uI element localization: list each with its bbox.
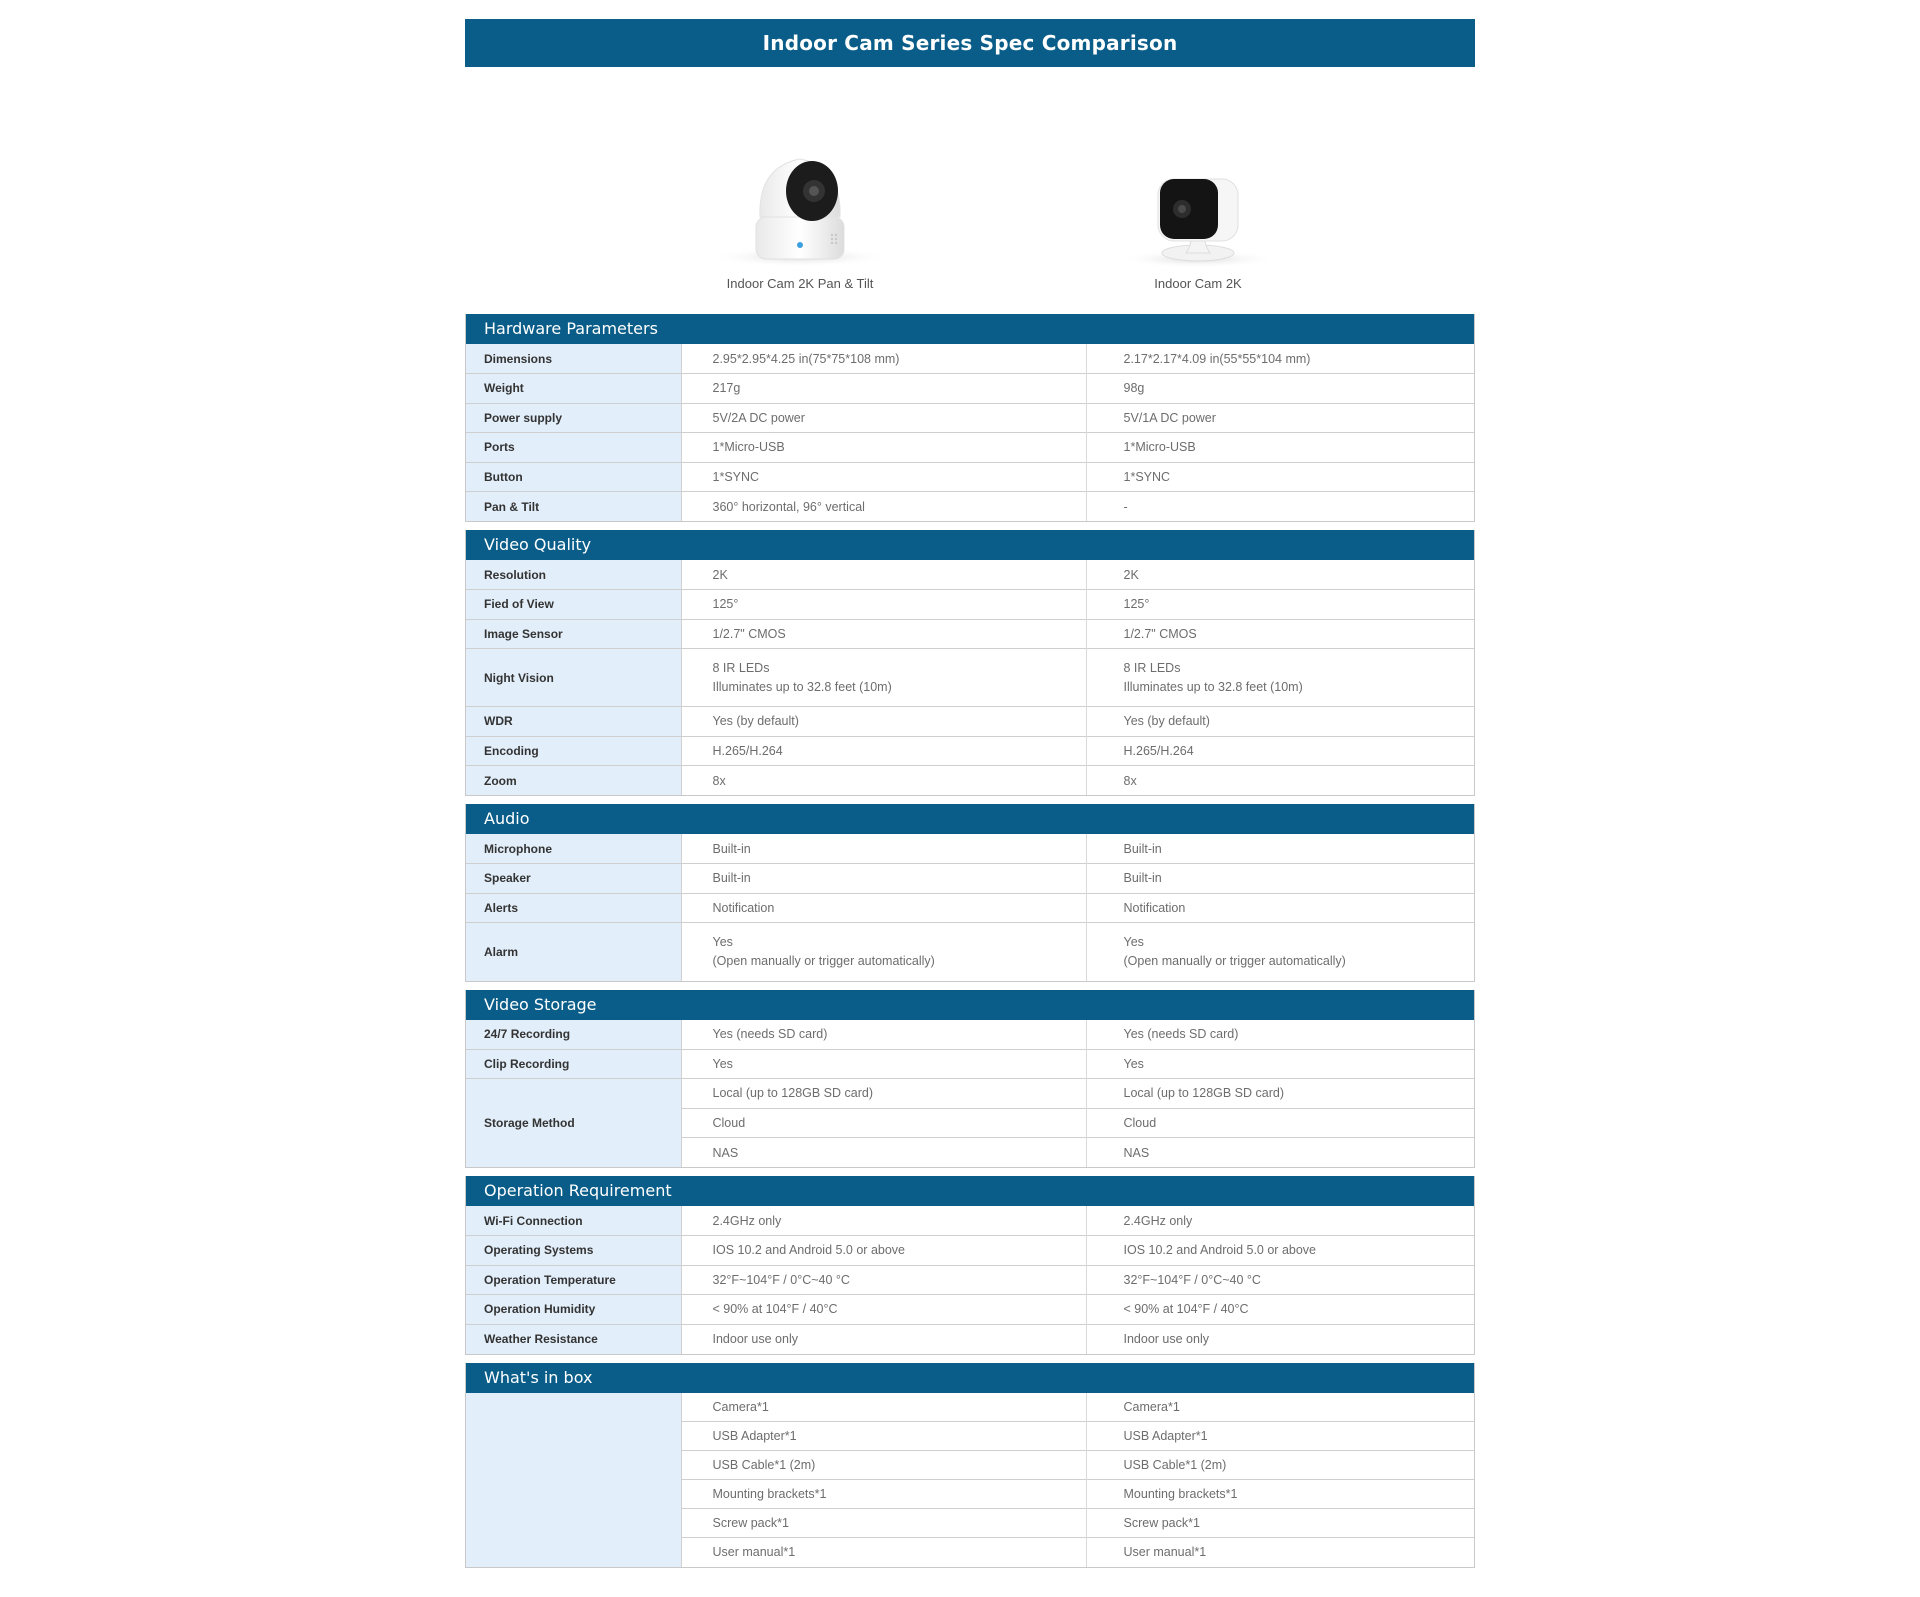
table-row <box>466 649 1474 707</box>
value-indoor: Camera*1 <box>1123 1399 1180 1414</box>
table-row <box>466 560 1474 590</box>
value-pan-tilt: NAS <box>681 1138 1086 1168</box>
value-indoor: USB Adapter*1 <box>1086 1422 1474 1451</box>
value-indoor: Yes <box>1086 1049 1474 1079</box>
value-indoor: 32°F~104°F / 0°C~40 °C <box>1086 1265 1474 1295</box>
value-line: Illuminates up to 32.8 feet (10m) <box>712 680 892 694</box>
row-label: Button <box>466 462 681 492</box>
value-pan-tilt: 32°F~104°F / 0°C~40 °C <box>681 1265 1086 1295</box>
value-indoor <box>1086 649 1474 707</box>
table-row <box>466 492 1474 522</box>
value-indoor: 8x <box>1086 766 1474 796</box>
value-pan-tilt: Screw pack*1 <box>681 1509 1086 1538</box>
table-row <box>466 1393 1474 1422</box>
value-pan-tilt: 8x <box>681 766 1086 796</box>
row-label: Alarm <box>466 923 681 981</box>
value-pan-tilt: H.265/H.264 <box>681 736 1086 766</box>
row-label: Operating Systems <box>466 1236 681 1266</box>
table-row <box>466 864 1474 894</box>
value-pan-tilt: 125° <box>681 590 1086 620</box>
value-indoor: 98g <box>1086 374 1474 404</box>
value-indoor: Yes (by default) <box>1086 707 1474 737</box>
value-pan-tilt: 1*Micro-USB <box>681 433 1086 463</box>
value-indoor: Cloud <box>1086 1108 1474 1138</box>
row-label: Fied of View <box>466 590 681 620</box>
table-row <box>466 1236 1474 1266</box>
product-indoor-cam <box>1018 67 1378 291</box>
table-row <box>466 1079 1474 1109</box>
table-row <box>466 344 1474 374</box>
value-indoor: < 90% at 104°F / 40°C <box>1086 1295 1474 1325</box>
spec-comparison <box>465 19 1475 1576</box>
row-label: Operation Humidity <box>466 1295 681 1325</box>
value-pan-tilt: 360° horizontal, 96° vertical <box>681 492 1086 522</box>
row-label: Zoom <box>466 766 681 796</box>
value-pan-tilt: Notification <box>681 893 1086 923</box>
value-pan-tilt: Built-in <box>681 834 1086 864</box>
value-pan-tilt: Camera*1 <box>681 1393 1086 1422</box>
row-label: Image Sensor <box>466 619 681 649</box>
value-pan-tilt: Local (up to 128GB SD card) <box>681 1079 1086 1109</box>
value-indoor: Built-in <box>1123 841 1162 856</box>
value-line: (Open manually or trigger automatically) <box>1123 954 1346 969</box>
row-label: Resolution <box>466 560 681 590</box>
value-pan-tilt: Built-in <box>681 864 1086 894</box>
row-label: Weight <box>466 374 681 404</box>
row-label: Weather Resistance <box>466 1324 681 1354</box>
value-indoor: H.265/H.264 <box>1086 736 1474 766</box>
table-row <box>466 433 1474 463</box>
section-title: Hardware Parameters <box>466 314 1474 344</box>
product-name: Indoor Cam 2K Pan & Tilt <box>726 276 874 291</box>
section-title: What's in box <box>466 1363 1474 1393</box>
value-indoor: User manual*1 <box>1086 1538 1474 1567</box>
value-line: Yes <box>1123 935 1144 950</box>
table-row <box>466 1265 1474 1295</box>
product-pan-tilt <box>620 67 980 291</box>
value-indoor: USB Cable*1 (2m) <box>1086 1451 1474 1480</box>
table-row <box>466 619 1474 649</box>
row-label: Operation Temperature <box>466 1265 681 1295</box>
product-header <box>465 67 1475 314</box>
value-indoor <box>1086 923 1474 981</box>
value-pan-tilt: IOS 10.2 and Android 5.0 or above <box>681 1236 1086 1266</box>
row-label: Pan & Tilt <box>466 492 681 522</box>
row-label: Ports <box>466 433 681 463</box>
value-line: 8 IR LEDs <box>1123 661 1181 675</box>
value-line: Yes <box>712 935 733 950</box>
row-label: Night Vision <box>466 649 681 707</box>
value-pan-tilt <box>681 923 1086 981</box>
camera-pan-tilt-image <box>620 67 980 272</box>
section-hardware <box>465 314 1475 522</box>
value-pan-tilt: 1*SYNC <box>681 462 1086 492</box>
value-indoor: 2.4GHz only <box>1123 1213 1193 1228</box>
value-indoor: Screw pack*1 <box>1086 1509 1474 1538</box>
value-indoor: Notification <box>1086 893 1474 923</box>
camera-indoor-image <box>1018 67 1378 272</box>
table-row <box>466 590 1474 620</box>
table-row <box>466 1049 1474 1079</box>
section-whats-in-box <box>465 1363 1475 1568</box>
value-pan-tilt: Cloud <box>681 1108 1086 1138</box>
table-row <box>466 1206 1474 1236</box>
section-video-quality <box>465 530 1475 796</box>
value-pan-tilt: 2.95*2.95*4.25 in(75*75*108 mm) <box>681 344 1086 374</box>
row-label: Storage Method <box>466 1079 681 1168</box>
row-label: Dimensions <box>466 344 681 374</box>
row-label: Power supply <box>466 403 681 433</box>
section-title: Operation Requirement <box>466 1176 1474 1206</box>
value-indoor: 125° <box>1086 590 1474 620</box>
value-pan-tilt: Indoor use only <box>681 1324 1086 1354</box>
page-title: Indoor Cam Series Spec Comparison <box>465 19 1475 67</box>
section-video-storage <box>465 990 1475 1169</box>
table-row <box>466 403 1474 433</box>
section-title: Video Quality <box>466 530 1474 560</box>
table-row <box>466 1020 1474 1050</box>
value-pan-tilt: 217g <box>681 374 1086 404</box>
section-operation <box>465 1176 1475 1355</box>
value-indoor: NAS <box>1086 1138 1474 1168</box>
row-label: Microphone <box>466 834 681 864</box>
table-row <box>466 923 1474 981</box>
section-audio <box>465 804 1475 982</box>
value-pan-tilt: User manual*1 <box>681 1538 1086 1567</box>
table-row <box>466 707 1474 737</box>
value-pan-tilt: 1/2.7" CMOS <box>681 619 1086 649</box>
row-label: Speaker <box>466 864 681 894</box>
table-row <box>466 893 1474 923</box>
value-pan-tilt: Yes <box>681 1049 1086 1079</box>
row-label: Encoding <box>466 736 681 766</box>
value-pan-tilt: 2K <box>681 560 1086 590</box>
table-row <box>466 736 1474 766</box>
value-pan-tilt: Mounting brackets*1 <box>681 1480 1086 1509</box>
row-label: 24/7 Recording <box>466 1020 681 1050</box>
table-row <box>466 1295 1474 1325</box>
value-pan-tilt: < 90% at 104°F / 40°C <box>681 1295 1086 1325</box>
value-indoor: 1*SYNC <box>1086 462 1474 492</box>
table-row <box>466 374 1474 404</box>
product-name: Indoor Cam 2K <box>1154 276 1242 291</box>
value-indoor: 2K <box>1123 567 1139 582</box>
value-line: Illuminates up to 32.8 feet (10m) <box>1123 680 1303 694</box>
value-indoor: - <box>1086 492 1474 522</box>
value-indoor: Mounting brackets*1 <box>1086 1480 1474 1509</box>
value-indoor: Yes (needs SD card) <box>1123 1027 1239 1041</box>
value-pan-tilt: USB Adapter*1 <box>681 1422 1086 1451</box>
value-pan-tilt: 5V/2A DC power <box>681 403 1086 433</box>
row-label: WDR <box>466 707 681 737</box>
value-indoor: Indoor use only <box>1086 1324 1474 1354</box>
value-line: 8 IR LEDs <box>712 661 770 675</box>
value-indoor: Built-in <box>1086 864 1474 894</box>
table-row <box>466 834 1474 864</box>
value-indoor: Local (up to 128GB SD card) <box>1086 1079 1474 1109</box>
value-indoor: 2.17*2.17*4.09 in(55*55*104 mm) <box>1123 351 1311 366</box>
value-indoor: 1*Micro-USB <box>1086 433 1474 463</box>
value-pan-tilt: Yes (needs SD card) <box>681 1020 1086 1050</box>
value-indoor: 5V/1A DC power <box>1086 403 1474 433</box>
table-row <box>466 766 1474 796</box>
value-pan-tilt <box>681 649 1086 707</box>
section-title: Video Storage <box>466 990 1474 1020</box>
value-pan-tilt: Yes (by default) <box>681 707 1086 737</box>
value-indoor: 1/2.7" CMOS <box>1086 619 1474 649</box>
row-label: Alerts <box>466 893 681 923</box>
value-line: (Open manually or trigger automatically) <box>712 954 935 969</box>
value-pan-tilt: USB Cable*1 (2m) <box>681 1451 1086 1480</box>
row-label <box>466 1393 681 1567</box>
row-label: Wi-Fi Connection <box>466 1206 681 1236</box>
table-row <box>466 462 1474 492</box>
row-label: Clip Recording <box>466 1049 681 1079</box>
value-indoor: IOS 10.2 and Android 5.0 or above <box>1086 1236 1474 1266</box>
table-row <box>466 1324 1474 1354</box>
value-pan-tilt: 2.4GHz only <box>681 1206 1086 1236</box>
section-title: Audio <box>466 804 1474 834</box>
